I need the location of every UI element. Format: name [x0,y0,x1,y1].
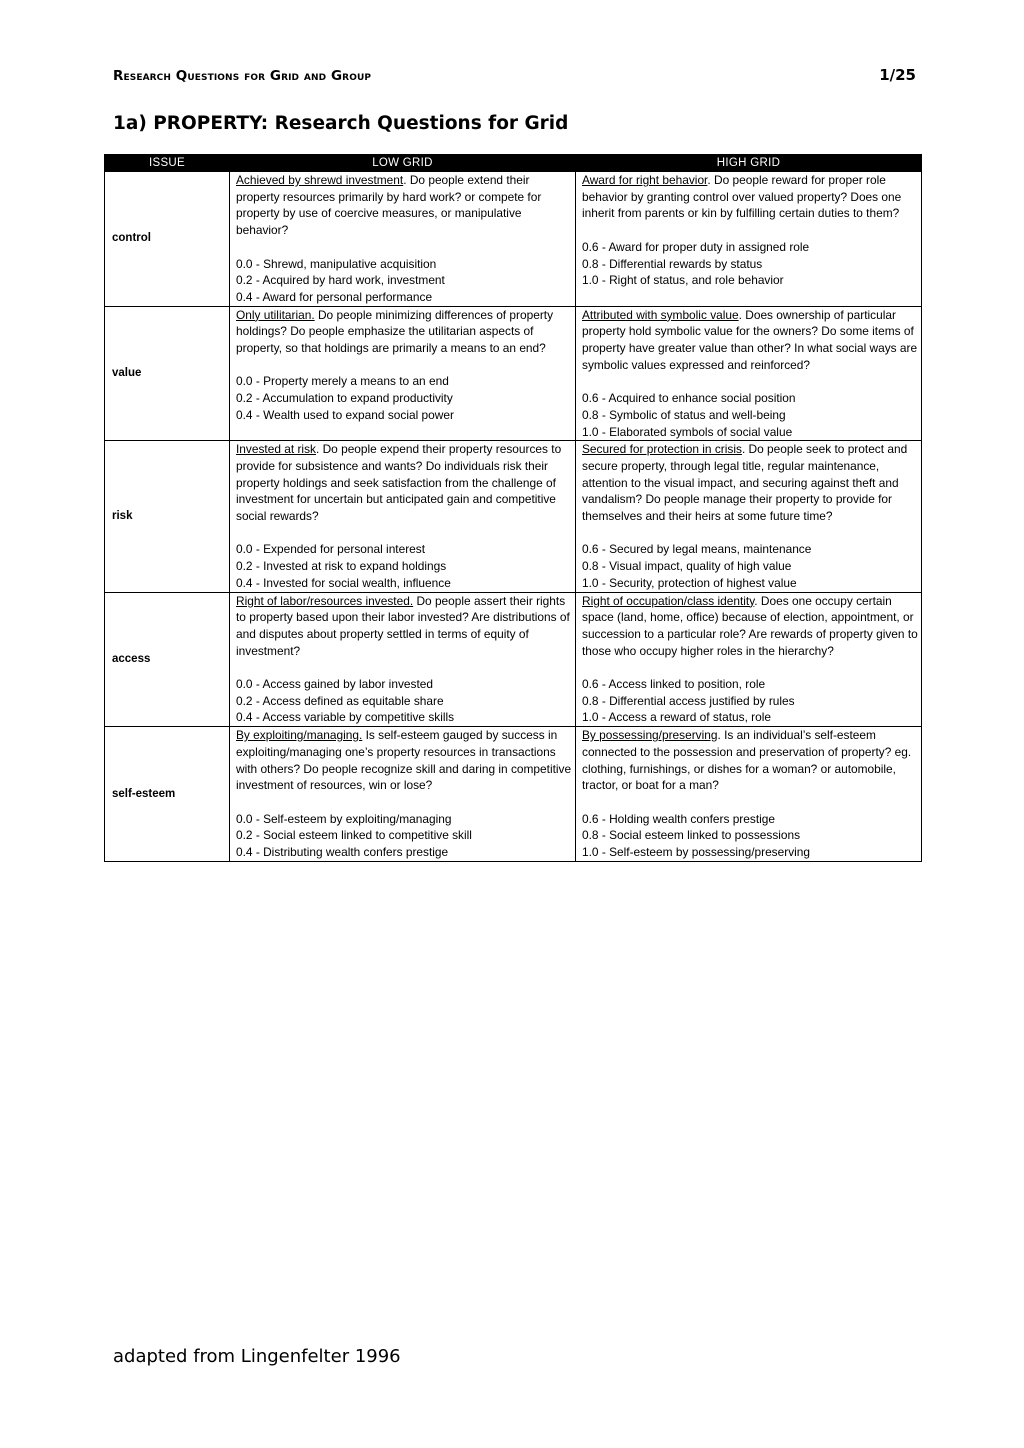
document-title: Research Questions for Grid and Group [113,68,372,84]
scale-item: 1.0 - Access a reward of status, role [582,710,772,725]
table-row [105,172,922,307]
question-lead: Right of occupation/class identity [582,593,755,608]
question-body: . Does one occupy certain space (land, home, office) because of election, appointment, or succession to a particular role? Are rewards of property given to those who occupy higher roles in the hierarchy? [582,593,918,658]
scale-item: 0.8 - Visual impact, quality of high value [582,559,792,574]
scale-item: 0.8 - Differential rewards by status [582,256,763,271]
question-lead: Only utilitarian. [236,307,315,322]
column-header-low-grid: LOW GRID [230,155,576,172]
question-lead: Achieved by shrewd investment [236,173,404,187]
issue-cell: value [105,306,230,441]
issue-cell: control [105,172,230,307]
scale-item: 0.8 - Differential access justified by rules [582,693,795,708]
scale-item: 0.4 - Award for personal performance [236,289,433,304]
question-lead: Attributed with symbolic value [582,307,739,322]
question-text [236,441,572,525]
high-grid-cell [576,592,922,727]
scale-item: 0.2 - Access defined as equitable share [236,693,444,708]
question-body: . Does ownership of particular property hold symbolic value for the owners? Do some items of property have greater value than other? In what social ways are symbolic values expressed and reinforced? [582,307,918,372]
scale-item: 1.0 - Security, protection of highest value [582,575,797,590]
question-text [582,172,918,222]
question-body: . Is an individual’s self-esteem connected to the possession and preservation of property? eg. clothing, furnishings, or dishes for a woman? or automobile, tractor, or boat for a man? [582,728,912,793]
high-grid-cell [576,172,922,307]
scale-item: 0.0 - Expended for personal interest [236,542,426,557]
low-grid-cell [230,306,576,441]
scale-item: 0.6 - Secured by legal means, maintenance [582,542,812,557]
question-text [236,172,572,239]
low-grid-cell [230,441,576,592]
question-lead: Right of labor/resources invested. [236,593,414,608]
question-text [582,307,918,374]
question-body: Do people assert their rights to property based upon their labor invested? Are distributions of and disputes about property settled in terms of equity of investment? [236,593,570,658]
scale-item: 0.2 - Invested at risk to expand holdings [236,559,447,574]
question-lead: Invested at risk [236,442,316,457]
section-heading: 1a) PROPERTY: Research Questions for Grid [113,113,569,134]
scale-item: 0.2 - Accumulation to expand productivity [236,391,453,406]
question-text [236,307,572,357]
question-body: . Do people seek to protect and secure property, through legal title, regular maintenance, attention to the visual impact, and securing against theft and vandalism? Do people manage their property to provide for themselves and their heirs at some future time? [582,442,908,524]
question-text [582,727,918,794]
scale-item: 0.8 - Social esteem linked to possessions [582,828,801,843]
scale-item: 0.6 - Holding wealth confers prestige [582,811,775,826]
scale-item: 1.0 - Elaborated symbols of social value [582,424,793,439]
scale-item: 0.0 - Property merely a means to an end [236,374,449,389]
question-body: . Do people expend their property resources to provide for subsistence and wants? Do individuals risk their property holdings and seek satisfaction from the challenge of investment for uncertain but anticipated gain and competitive social rewards? [236,442,562,524]
question-body: . Do people reward for proper role behavior by granting control over valued property? Does one inherit from parents or kin by fulfilling certain duties to them? [582,173,902,221]
page-header [113,66,916,84]
question-text [236,727,572,794]
scale-item: 1.0 - Right of status, and role behavior [582,273,784,288]
scale-item: 0.4 - Distributing wealth confers prestige [236,845,449,860]
scale-item: 1.0 - Self-esteem by possessing/preserving [582,845,811,860]
low-grid-cell [230,727,576,862]
table-body [105,172,922,862]
question-lead: Secured for protection in crisis [582,442,742,457]
table-row [105,306,922,441]
high-grid-cell [576,727,922,862]
question-lead: Award for right behavior [582,173,708,187]
column-header-issue: ISSUE [105,155,230,172]
question-body: Is self-esteem gauged by success in exploiting/managing one’s property resources in transactions with others? Do people recognize skill and daring in competitive investment of resources, win or lose? [236,728,572,793]
table-row [105,441,922,592]
scale-item: 0.2 - Social esteem linked to competitive skill [236,828,472,843]
table-row [105,727,922,862]
scale-item: 0.4 - Invested for social wealth, influence [236,575,451,590]
scale-item: 0.6 - Acquired to enhance social position [582,391,796,406]
scale-item: 0.6 - Award for proper duty in assigned role [582,239,810,254]
issue-cell: access [105,592,230,727]
question-body: . Do people extend their property resources primarily by hard work? or compete for property by use of coercive measures, or manipulative behavior? [236,173,542,238]
scale-item: 0.6 - Access linked to position, role [582,677,766,692]
issue-cell: risk [105,441,230,592]
scale-item: 0.0 - Self-esteem by exploiting/managing [236,811,452,826]
table-row [105,592,922,727]
source-footer: adapted from Lingenfelter 1996 [113,1346,401,1367]
grid-questions-table [104,154,922,862]
scale-item: 0.0 - Access gained by labor invested [236,677,433,692]
scale-item: 0.0 - Shrewd, manipulative acquisition [236,256,437,271]
scale-item: 0.4 - Access variable by competitive skills [236,710,455,725]
question-lead: By exploiting/managing. [236,728,363,743]
question-text [582,441,918,525]
question-text [582,593,918,660]
issue-cell: self-esteem [105,727,230,862]
scale-item: 0.2 - Acquired by hard work, investment [236,273,445,288]
question-lead: By possessing/preserving [582,728,718,743]
question-text [236,593,572,660]
low-grid-cell [230,592,576,727]
question-body: Do people minimizing differences of property holdings? Do people emphasize the utilitarian aspects of property, so that holdings are primarily a means to an end? [236,307,554,356]
low-grid-cell [230,172,576,307]
scale-item: 0.4 - Wealth used to expand social power [236,407,454,422]
table-header-row [105,155,922,172]
scale-item: 0.8 - Symbolic of status and well-being [582,407,786,422]
page-number: 1/25 [879,66,916,84]
high-grid-cell [576,441,922,592]
column-header-high-grid: HIGH GRID [576,155,922,172]
high-grid-cell [576,306,922,441]
